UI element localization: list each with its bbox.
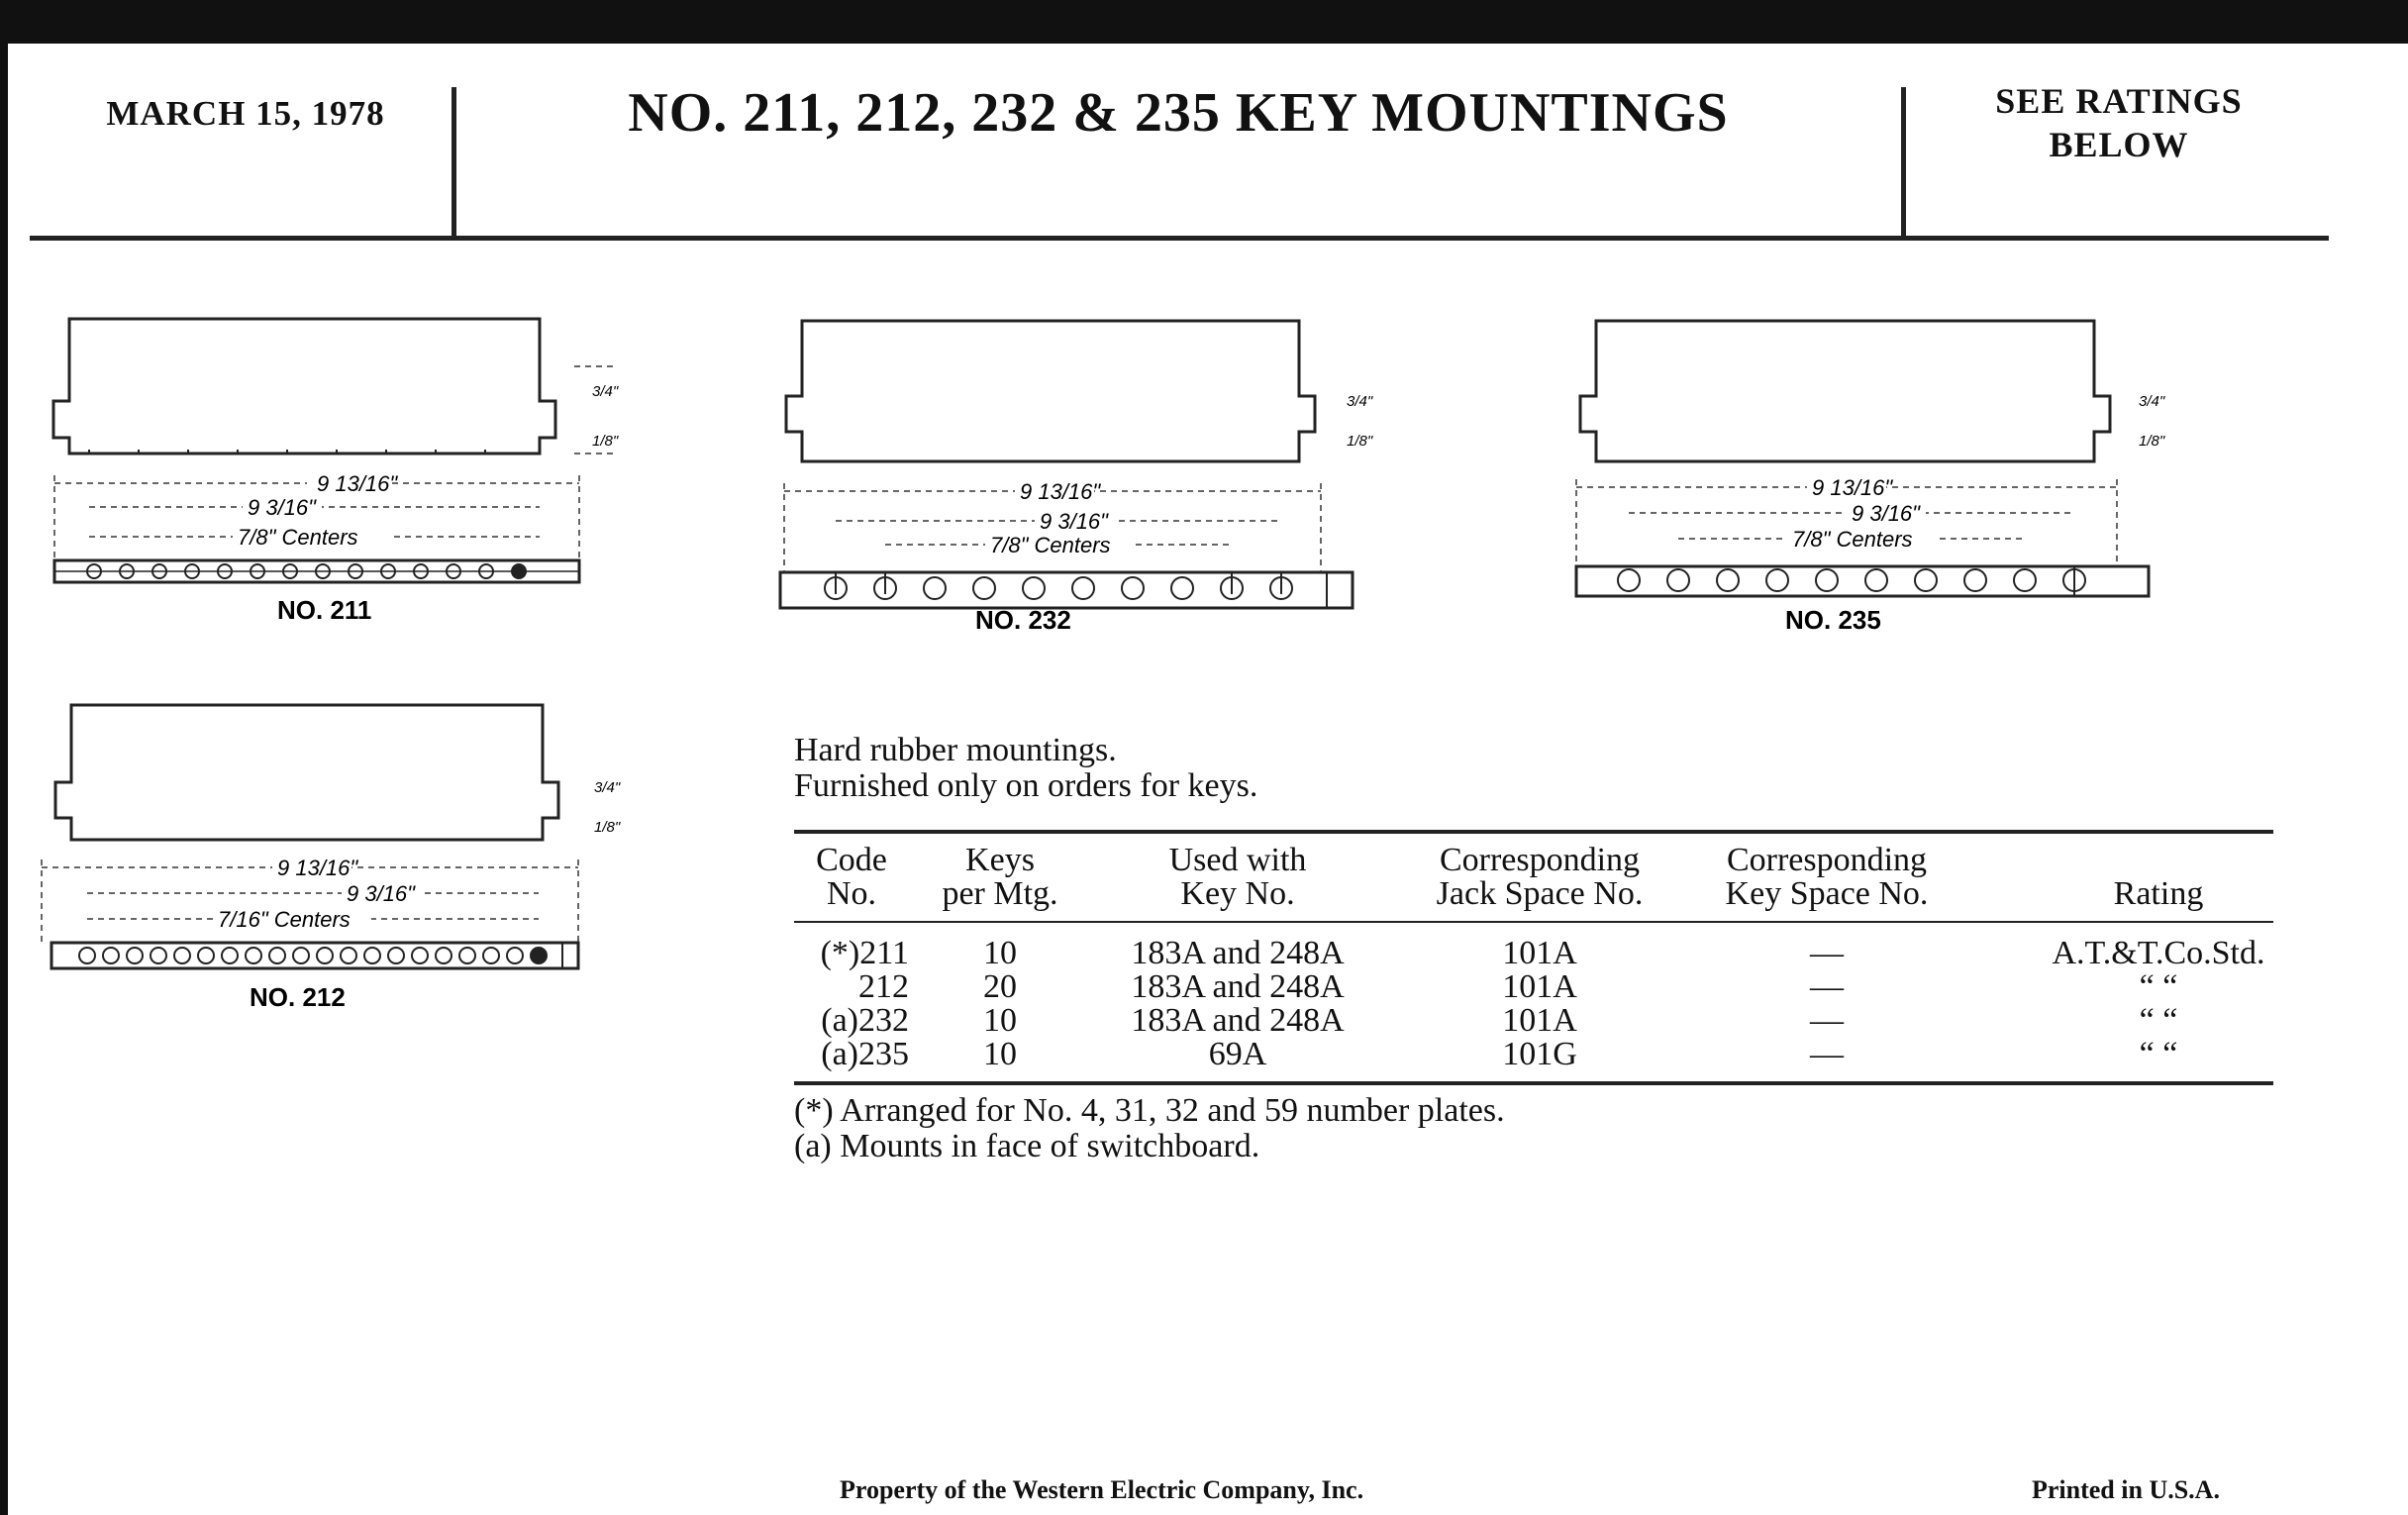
th-keys-line1: Keys: [965, 842, 1035, 878]
d235-centers-span-dim: 9 3/16": [1852, 501, 1920, 526]
table-header-rule: [794, 921, 2273, 923]
th-rating-line1: Rating: [2113, 875, 2204, 912]
diagram-no-235: [1545, 307, 2218, 644]
th-used: [1089, 844, 1386, 911]
d235-centers-dim: 7/8" Centers: [1792, 527, 1913, 552]
th-jack-line1: Corresponding: [1439, 842, 1641, 878]
row-1-keyspace: —: [1810, 935, 1844, 971]
d212-centers-span-dim: 9 3/16": [347, 881, 415, 906]
row-4-keys: 10: [983, 1036, 1017, 1072]
header-divider-left: [452, 87, 456, 238]
table-top-rule: [794, 830, 2273, 834]
row-4-used: 69A: [1208, 1036, 1267, 1072]
header-ratings-note: [1941, 79, 2297, 166]
diagram-no-212: [20, 693, 673, 1020]
th-used-line1: Used with: [1168, 842, 1307, 878]
note-asterisk: (*) Arranged for No. 4, 31, 32 and 59 number plates.: [794, 1092, 1505, 1129]
d212-centers-dim: 7/16" Centers: [218, 907, 351, 932]
page-title: NO. 211, 212, 232 & 235 KEY MOUNTINGS: [628, 82, 1729, 144]
th-used-line2: Key No.: [1180, 875, 1295, 912]
d232-centers-dim: 7/8" Centers: [990, 533, 1111, 557]
row-2-rating: “ “: [2139, 968, 2178, 1005]
footer-property: Property of the Western Electric Company, Inc.: [840, 1475, 1364, 1504]
row-1-jack: 101A: [1502, 935, 1577, 971]
th-jack: [1406, 844, 1673, 911]
th-keys-line2: per Mtg.: [942, 875, 1058, 912]
th-code-line2: No.: [826, 875, 877, 912]
row-1-code: (*)211: [820, 935, 909, 971]
diagram-no-211: [20, 307, 673, 634]
d232-overall-dim: 9 13/16": [1020, 479, 1101, 504]
th-rating: [2000, 877, 2317, 911]
th-keyspace: [1693, 844, 1960, 911]
row-1-rating: A.T.&T.Co.Std.: [2052, 935, 2265, 971]
row-4-rating: “ “: [2139, 1036, 2178, 1072]
th-keyspace-line1: Corresponding: [1726, 842, 1928, 878]
diagram-no-232: [762, 307, 1416, 644]
d211-label: NO. 211: [277, 595, 372, 625]
header-ratings-line1: SEE RATINGS: [1995, 81, 2243, 121]
row-3-code: (a)232: [821, 1002, 909, 1039]
d235-step-fraction: 1/8": [2139, 433, 2165, 450]
d212-label: NO. 212: [250, 982, 346, 1012]
row-3-rating: “ “: [2139, 1002, 2178, 1039]
d232-step-fraction: 1/8": [1347, 433, 1373, 450]
row-3-keys: 10: [983, 1002, 1017, 1039]
row-4-jack: 101G: [1502, 1036, 1577, 1072]
th-jack-line2: Jack Space No.: [1436, 875, 1644, 912]
d232-label: NO. 232: [975, 605, 1071, 635]
header-rule: [30, 236, 2329, 241]
d211-overall-dim: 9 13/16": [317, 471, 398, 496]
row-4-keyspace: —: [1810, 1036, 1844, 1072]
d232-height-fraction: 3/4": [1347, 393, 1373, 410]
th-keyspace-line2: Key Space No.: [1725, 875, 1929, 912]
intro-text: [794, 733, 1257, 804]
row-2-keyspace: —: [1810, 968, 1844, 1005]
table-bottom-rule: [794, 1081, 2273, 1085]
row-1-used: 183A and 248A: [1131, 935, 1345, 971]
d232-centers-span-dim: 9 3/16": [1040, 509, 1108, 534]
row-1-keys: 10: [983, 935, 1017, 971]
row-2-jack: 101A: [1502, 968, 1577, 1005]
d212-step-fraction: 1/8": [594, 819, 621, 836]
th-code: [794, 844, 909, 911]
th-code-line1: Code: [816, 842, 887, 878]
header-divider-right: [1901, 87, 1906, 238]
row-2-used: 183A and 248A: [1131, 968, 1345, 1005]
row-3-jack: 101A: [1502, 1002, 1577, 1039]
row-2-code: 212: [858, 968, 909, 1005]
th-keys: [921, 844, 1079, 911]
row-3-used: 183A and 248A: [1131, 1002, 1345, 1039]
intro-line-2: Furnished only on orders for keys.: [794, 767, 1258, 804]
row-3-keyspace: —: [1810, 1002, 1844, 1039]
d235-label: NO. 235: [1785, 605, 1881, 635]
d235-height-fraction: 3/4": [2139, 393, 2165, 410]
d235-overall-dim: 9 13/16": [1812, 475, 1893, 500]
intro-line-1: Hard rubber mountings.: [794, 732, 1117, 768]
d211-step-fraction: 1/8": [592, 433, 619, 450]
d211-centers-dim: 7/8" Centers: [238, 525, 358, 550]
header-ratings-line2: BELOW: [2049, 125, 2189, 164]
row-4-code: (a)235: [821, 1036, 909, 1072]
footer-printed: Printed in U.S.A.: [2032, 1475, 2220, 1504]
d211-height-fraction: 3/4": [592, 383, 619, 400]
d212-height-fraction: 3/4": [594, 779, 621, 796]
d211-centers-span-dim: 9 3/16": [248, 495, 316, 520]
header-date: MARCH 15, 1978: [106, 94, 385, 133]
row-2-keys: 20: [983, 968, 1017, 1005]
d212-overall-dim: 9 13/16": [277, 856, 358, 880]
note-a: (a) Mounts in face of switchboard.: [794, 1128, 1260, 1164]
